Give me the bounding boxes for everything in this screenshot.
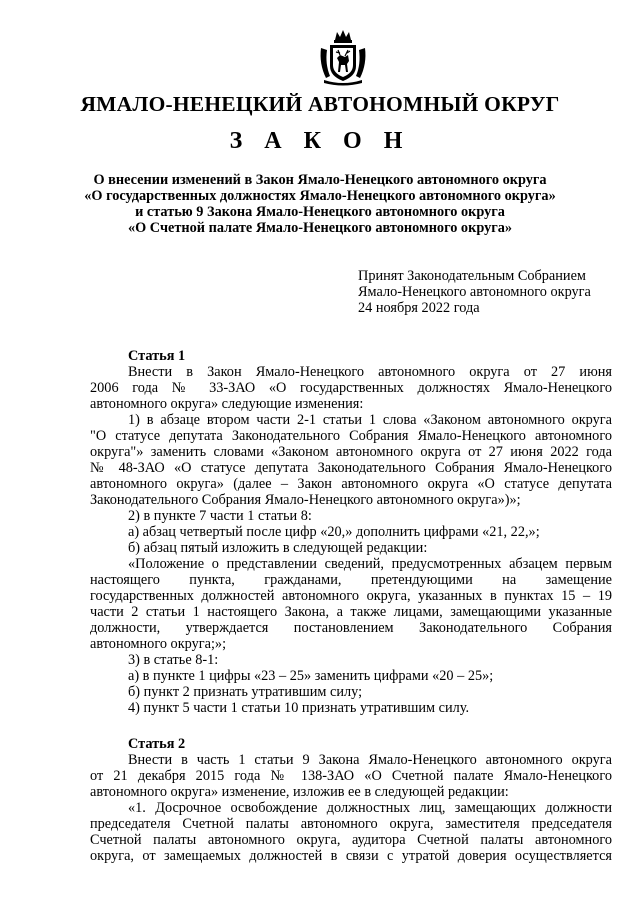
title-line: и статью 9 Закона Ямало-Ненецкого автономного округа — [135, 204, 505, 220]
article-1-line: а) абзац четвертый после цифр «20,» дополнить цифрами «21, 22,»; — [128, 524, 540, 540]
article-1-line: Внести в Закон Ямало-Ненецкого автономного округа от 27 июня — [128, 364, 612, 380]
law-body — [90, 348, 612, 864]
article-2-line: от 21 декабря 2015 года № 138-ЗАО «О Счетной палате Ямало-Ненецкого — [90, 768, 612, 784]
article-1-line: части 2 статьи 1 настоящего Закона, а также лицами, замещающими указанные — [90, 604, 612, 620]
article-spacer — [90, 716, 612, 736]
article-1-line: «Положение о представлении сведений, предусмотренных абзацем первым — [128, 556, 612, 572]
title-line: «О Счетной палате Ямало-Ненецкого автономного округа» — [127, 220, 513, 236]
adoption-line: Принят Законодательным Собранием — [358, 268, 586, 284]
article-1-line: автономного округа;»; — [90, 636, 227, 652]
article-1-line: 1) в абзаце втором части 2-1 статьи 1 слова «Законом автономного округа — [128, 412, 612, 428]
article-1-line: б) абзац пятый изложить в следующей редакции: — [128, 540, 428, 556]
adoption-line: Ямало-Ненецкого автономного округа — [358, 284, 591, 300]
article-2-line: «1. Досрочное освобождение должностных лиц, замещающих должности — [128, 800, 612, 816]
article-1-line: 2) в пункте 7 части 1 статьи 8: — [128, 508, 312, 524]
article-1-line: 2006 года № 33-ЗАО «О государственных должностях Ямало-Ненецкого — [90, 380, 612, 396]
article-2-line: Счетной палаты автономного округа, аудитора Счетной палаты автономного — [90, 832, 612, 848]
law-title — [60, 172, 580, 236]
article-2-line: председателя Счетной палаты автономного округа, заместителя председателя — [90, 816, 612, 832]
region-heading: ЯМАЛО-НЕНЕЦКИЙ АВТОНОМНЫЙ ОКРУГ — [80, 92, 560, 116]
article-1-heading: Статья 1 — [128, 348, 186, 364]
article-1-line: 3) в статье 8-1: — [128, 652, 219, 668]
article-1-line: настоящего пункта, гражданами, претендующими на замещение — [90, 572, 612, 588]
article-1-line: автономного округа» следующие изменения: — [90, 396, 364, 412]
article-1-line: 4) пункт 5 части 1 статьи 10 признать утратившим силу. — [128, 700, 470, 716]
article-2-line: округа, от замещаемых должностей в связи с утратой доверия осуществляется — [90, 848, 612, 864]
law-heading: З А К О Н — [229, 128, 411, 154]
article-2-line: Внести в часть 1 статьи 9 Закона Ямало-Ненецкого автономного округа — [128, 752, 612, 768]
title-line: О внесении изменений в Закон Ямало-Ненецкого автономного округа — [93, 172, 547, 188]
article-2-line: автономного округа» изменение, изложив ее в следующей редакции: — [90, 784, 509, 800]
article-1-line: государственных должностей автономного округа, указанных в пунктах 15 – 19 — [90, 588, 612, 604]
coat-of-arms-emblem — [318, 28, 368, 86]
article-1-line: а) в пункте 1 цифры «23 – 25» заменить цифрами «20 – 25»; — [128, 668, 494, 684]
article-1-line: № 48-ЗАО «О статусе депутата Законодательного Собрания Ямало-Ненецкого — [90, 460, 612, 476]
article-1-line: б) пункт 2 признать утратившим силу; — [128, 684, 363, 700]
article-1-line: автономного округа» (далее – Закон автономного округа «О статусе депутата — [90, 476, 612, 492]
article-1-line: Законодательного Собрания Ямало-Ненецкого автономного округа»)»; — [90, 492, 521, 508]
article-2-heading: Статья 2 — [128, 736, 186, 752]
title-line: «О государственных должностях Ямало-Ненецкого автономного округа» — [84, 188, 556, 204]
adoption-note — [358, 268, 628, 316]
adoption-line: 24 ноября 2022 года — [358, 300, 480, 316]
article-1-line: "О статусе депутата Законодательного Собрания Ямало-Ненецкого автономного — [90, 428, 612, 444]
article-1-line: должности, утверждается постановлением Законодательного Собрания — [90, 620, 612, 636]
article-1-line: округа"» заменить словами «Законом автономного округа от 27 июня 2022 года — [90, 444, 612, 460]
